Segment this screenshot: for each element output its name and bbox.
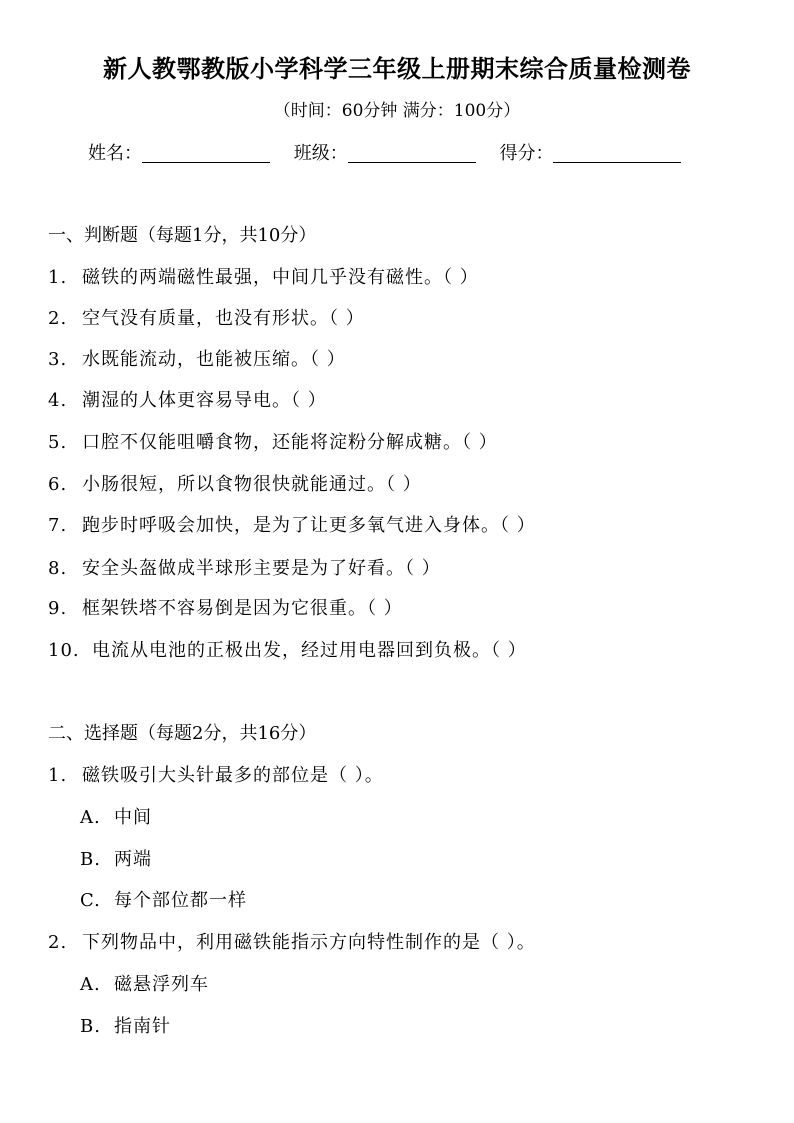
section-heading-multiple-choice: 二、选择题（每题2分，共16分） xyxy=(48,723,317,744)
name-label: 姓名： xyxy=(88,143,142,164)
question-number: 4. xyxy=(48,390,68,411)
name-blank[interactable] xyxy=(142,142,270,163)
option-letter: A. xyxy=(80,974,101,995)
question-number: 2. xyxy=(48,308,68,329)
page-title: 新人教鄂教版小学科学三年级上册期末综合质量检测卷 xyxy=(103,54,691,83)
score-label: 得分： xyxy=(499,143,554,164)
list-item xyxy=(48,346,346,374)
list-item xyxy=(48,305,365,333)
question-number: 1. xyxy=(48,765,68,786)
class-label: 班级： xyxy=(293,143,348,164)
question-number: 5. xyxy=(48,432,68,453)
list-item xyxy=(48,264,479,292)
option-text: 磁悬浮列车 xyxy=(114,974,209,995)
score-blank[interactable] xyxy=(553,142,681,163)
question-number: 10. xyxy=(48,640,80,661)
list-item xyxy=(48,929,536,957)
question-number: 8. xyxy=(48,558,68,579)
option-text: 中间 xyxy=(114,807,152,828)
class-field xyxy=(294,140,476,168)
section-heading-true-false: 一、判断题（每题1分，共10分） xyxy=(48,225,317,246)
question-text: 口腔不仅能咀嚼食物，还能将淀粉分解成糖。（ ） xyxy=(82,432,498,453)
list-item xyxy=(48,637,527,665)
list-item xyxy=(48,762,384,790)
student-info-row xyxy=(88,140,728,168)
question-number: 1. xyxy=(48,267,68,288)
option-letter: B. xyxy=(80,849,101,870)
list-item xyxy=(48,471,422,499)
list-item xyxy=(48,512,536,540)
name-field xyxy=(88,140,270,168)
option-letter: A. xyxy=(80,807,101,828)
option-item xyxy=(80,1013,171,1041)
question-number: 2. xyxy=(48,932,68,953)
option-letter: B. xyxy=(80,1016,101,1037)
question-text: 磁铁吸引大头针最多的部位是（ ）。 xyxy=(82,765,384,786)
score-field xyxy=(499,140,681,168)
list-item xyxy=(48,555,441,583)
list-item xyxy=(48,595,403,623)
question-text: 磁铁的两端磁性最强，中间几乎没有磁性。（ ） xyxy=(82,267,479,288)
question-text: 水既能流动，也能被压缩。（ ） xyxy=(82,349,346,370)
question-text: 小肠很短，所以食物很快就能通过。（ ） xyxy=(82,474,422,495)
question-number: 6. xyxy=(48,474,68,495)
class-blank[interactable] xyxy=(348,142,476,163)
exam-subtitle: （时间：60分钟 满分：100分） xyxy=(273,101,521,121)
question-number: 9. xyxy=(48,598,68,619)
list-item xyxy=(48,387,327,415)
list-item xyxy=(48,429,498,457)
question-text: 电流从电池的正极出发，经过用电器回到负极。（ ） xyxy=(92,640,527,661)
option-text: 每个部位都一样 xyxy=(114,890,247,911)
question-text: 框架铁塔不容易倒是因为它很重。（ ） xyxy=(82,598,403,619)
option-item xyxy=(80,846,152,874)
option-text: 两端 xyxy=(114,849,152,870)
option-item xyxy=(80,971,209,999)
option-item xyxy=(80,887,247,915)
option-item xyxy=(80,804,152,832)
option-letter: C. xyxy=(80,890,101,911)
question-text: 潮湿的人体更容易导电。（ ） xyxy=(82,390,327,411)
option-text: 指南针 xyxy=(114,1016,171,1037)
question-number: 7. xyxy=(48,515,68,536)
question-text: 空气没有质量，也没有形状。（ ） xyxy=(82,308,365,329)
question-text: 跑步时呼吸会加快，是为了让更多氧气进入身体。（ ） xyxy=(82,515,536,536)
question-text: 下列物品中，利用磁铁能指示方向特性制作的是（ ）。 xyxy=(82,932,536,953)
question-number: 3. xyxy=(48,349,68,370)
question-text: 安全头盔做成半球形主要是为了好看。（ ） xyxy=(82,558,441,579)
